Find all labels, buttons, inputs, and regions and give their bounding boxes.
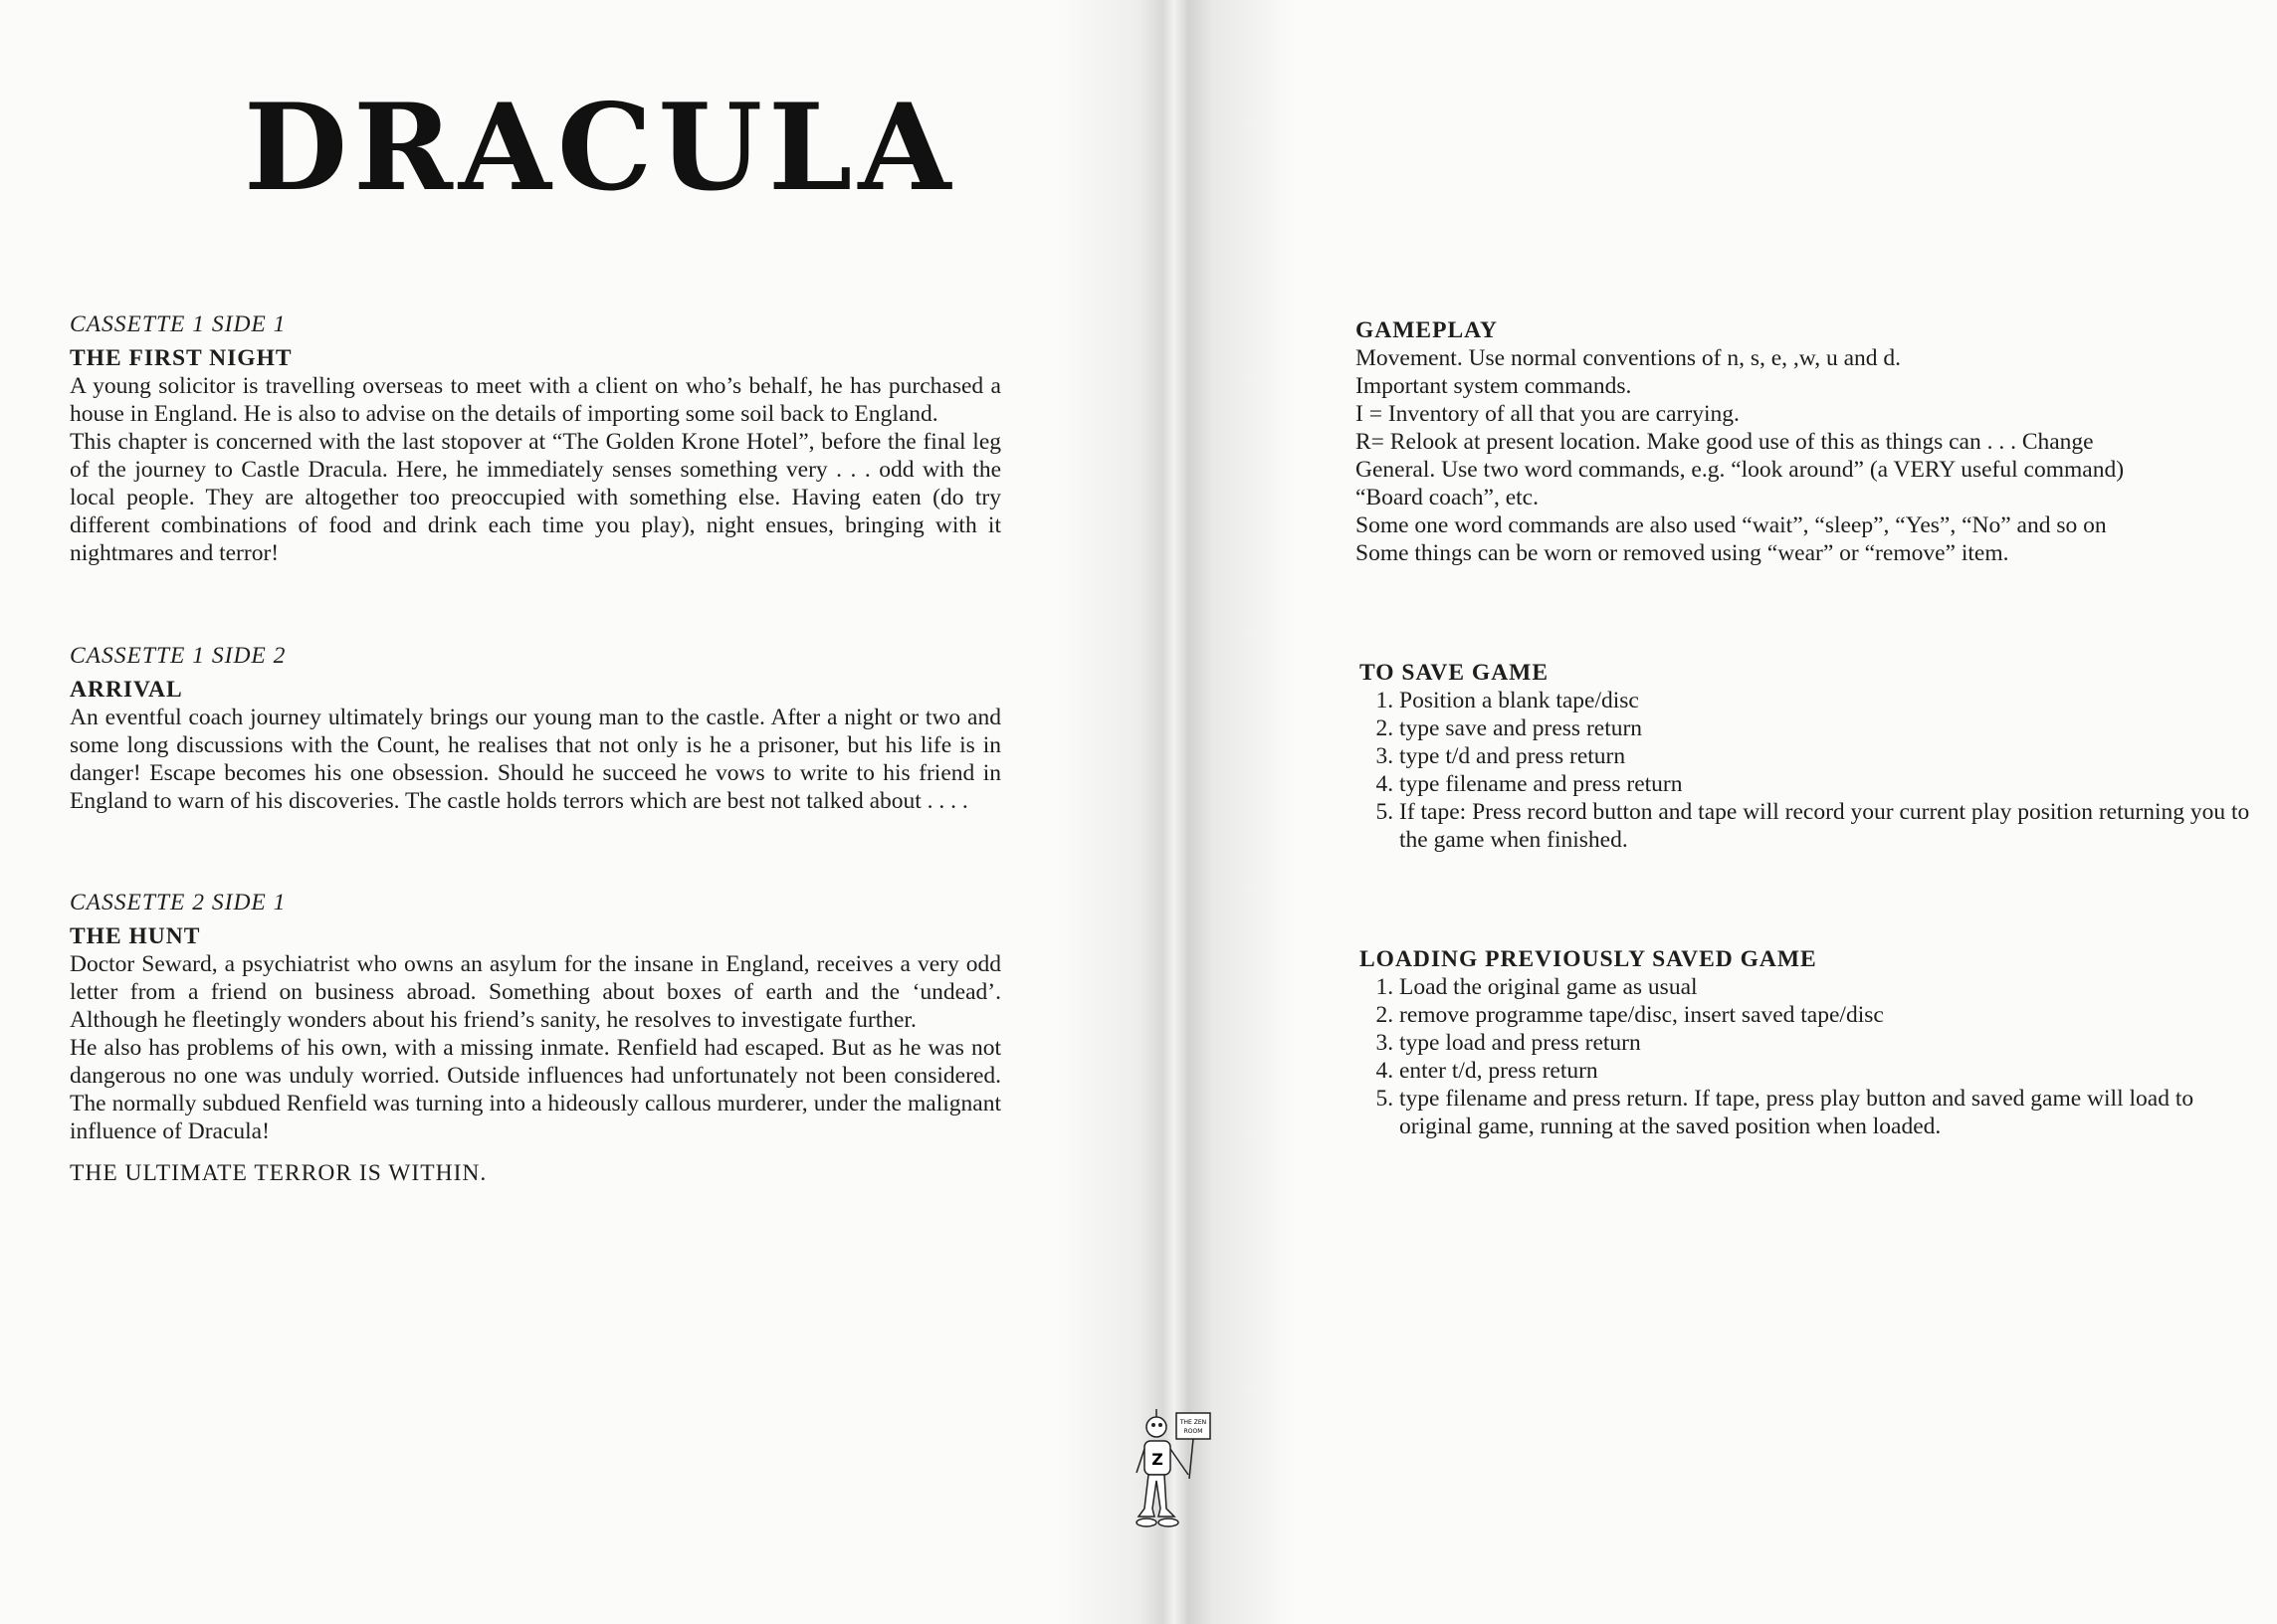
load-step: 3. type load and press return bbox=[1399, 1029, 2255, 1057]
gameplay-line: General. Use two word commands, e.g. “look around” (a VERY useful command) bbox=[1355, 457, 2125, 483]
load-step: 4. enter t/d, press return bbox=[1399, 1057, 2255, 1085]
save-step: 5. If tape: Press record button and tape will record your current play position returning you to the game when finished. bbox=[1399, 798, 2255, 854]
mascot-sign-line2: ROOM bbox=[1183, 1428, 1203, 1435]
section-kicker: CASSETTE 2 SIDE 1 bbox=[70, 890, 287, 915]
save-step: 4. type filename and press return bbox=[1399, 770, 2255, 798]
document-title: DRACULA bbox=[244, 78, 957, 218]
gameplay-line: “Board coach”, etc. bbox=[1355, 485, 1539, 510]
closing-line: THE ULTIMATE TERROR IS WITHIN. bbox=[70, 1160, 488, 1186]
save-step: 2. type save and press return bbox=[1399, 714, 2255, 742]
center-fold bbox=[1055, 0, 1294, 1624]
gameplay-line: R= Relook at present location. Make good use of this as things can . . . Change bbox=[1355, 429, 2094, 455]
gameplay-section bbox=[1355, 316, 2271, 567]
section-the-hunt bbox=[70, 889, 1001, 1211]
gameplay-line: Important system commands. bbox=[1355, 373, 1632, 399]
section-paragraph: Doctor Seward, a psychiatrist who owns an asylum for the insane in England, receives a very odd letter from a friend on business abroad. Something about boxes of earth and the ‘undead’. Although he fleetingly wonders about his friend’s sanity, he resolves to investigate further. bbox=[70, 951, 1001, 1033]
gameplay-line: Some one word commands are also used “wait”, “sleep”, “Yes”, “No” and so on bbox=[1355, 512, 2107, 538]
save-step: 3. type t/d and press return bbox=[1399, 742, 2255, 770]
save-game-section bbox=[1359, 659, 2255, 854]
mascot-badge: Z bbox=[1151, 1450, 1163, 1469]
section-first-night bbox=[70, 310, 1001, 567]
gameplay-line: Some things can be worn or removed using “wear” or “remove” item. bbox=[1355, 540, 2009, 566]
section-paragraph: An eventful coach journey ultimately brings our young man to the castle. After a night or two and some long discussions with the Count, he realises that not only is he a prisoner, but his life is in danger! Escape becomes his one obsession. Should he succeed he vows to write to his friend in England to warn of his discoveries. The castle holds terrors which are best not talked about . . . . bbox=[70, 705, 1001, 814]
load-step: 2. remove programme tape/disc, insert saved tape/disc bbox=[1399, 1001, 2255, 1029]
load-heading: LOADING PREVIOUSLY SAVED GAME bbox=[1359, 946, 1817, 972]
zen-room-mascot-icon bbox=[1135, 1405, 1214, 1544]
gameplay-line: I = Inventory of all that you are carrying. bbox=[1355, 401, 1740, 427]
load-step: 5. type filename and press return. If tape, press play button and saved game will load to original game, running at the saved position when loaded. bbox=[1399, 1085, 2255, 1140]
section-paragraph: This chapter is concerned with the last stopover at “The Golden Krone Hotel”, before the final leg of the journey to Castle Dracula. Here, he immediately senses something very . . . odd with the local people. They are altogether too preoccupied with something else. Having eaten (do try different combinations of food and drink each time you play), night ensues, bringing with it nightmares and terror! bbox=[70, 429, 1001, 566]
save-steps bbox=[1359, 687, 2255, 854]
section-kicker: CASSETTE 1 SIDE 1 bbox=[70, 311, 287, 337]
section-heading: ARRIVAL bbox=[70, 677, 183, 703]
mascot-sign-line1: THE ZEN bbox=[1179, 1419, 1207, 1426]
section-heading: THE FIRST NIGHT bbox=[70, 345, 293, 371]
load-step: 1. Load the original game as usual bbox=[1399, 973, 2255, 1001]
gameplay-heading: GAMEPLAY bbox=[1355, 317, 1498, 343]
load-game-section bbox=[1359, 945, 2255, 1140]
load-steps bbox=[1359, 973, 2255, 1140]
section-paragraph: He also has problems of his own, with a missing inmate. Renfield had escaped. But as he was not dangerous no one was unduly worried. Outside influences had unfortunately not been considered. The normally subdued Renfield was turning into a hideously callous murderer, under the malignant influence of Dracula! bbox=[70, 1035, 1001, 1144]
save-heading: TO SAVE GAME bbox=[1359, 660, 1550, 686]
save-step: 1. Position a blank tape/disc bbox=[1399, 687, 2255, 714]
section-paragraph: A young solicitor is travelling overseas to meet with a client on who’s behalf, he has purchased a house in England. He is also to advise on the details of importing some soil back to England. bbox=[70, 373, 1001, 427]
section-kicker: CASSETTE 1 SIDE 2 bbox=[70, 643, 287, 669]
gameplay-line: Movement. Use normal conventions of n, s, e, ,w, u and d. bbox=[1355, 345, 1902, 371]
section-arrival bbox=[70, 642, 1001, 815]
section-heading: THE HUNT bbox=[70, 923, 201, 949]
